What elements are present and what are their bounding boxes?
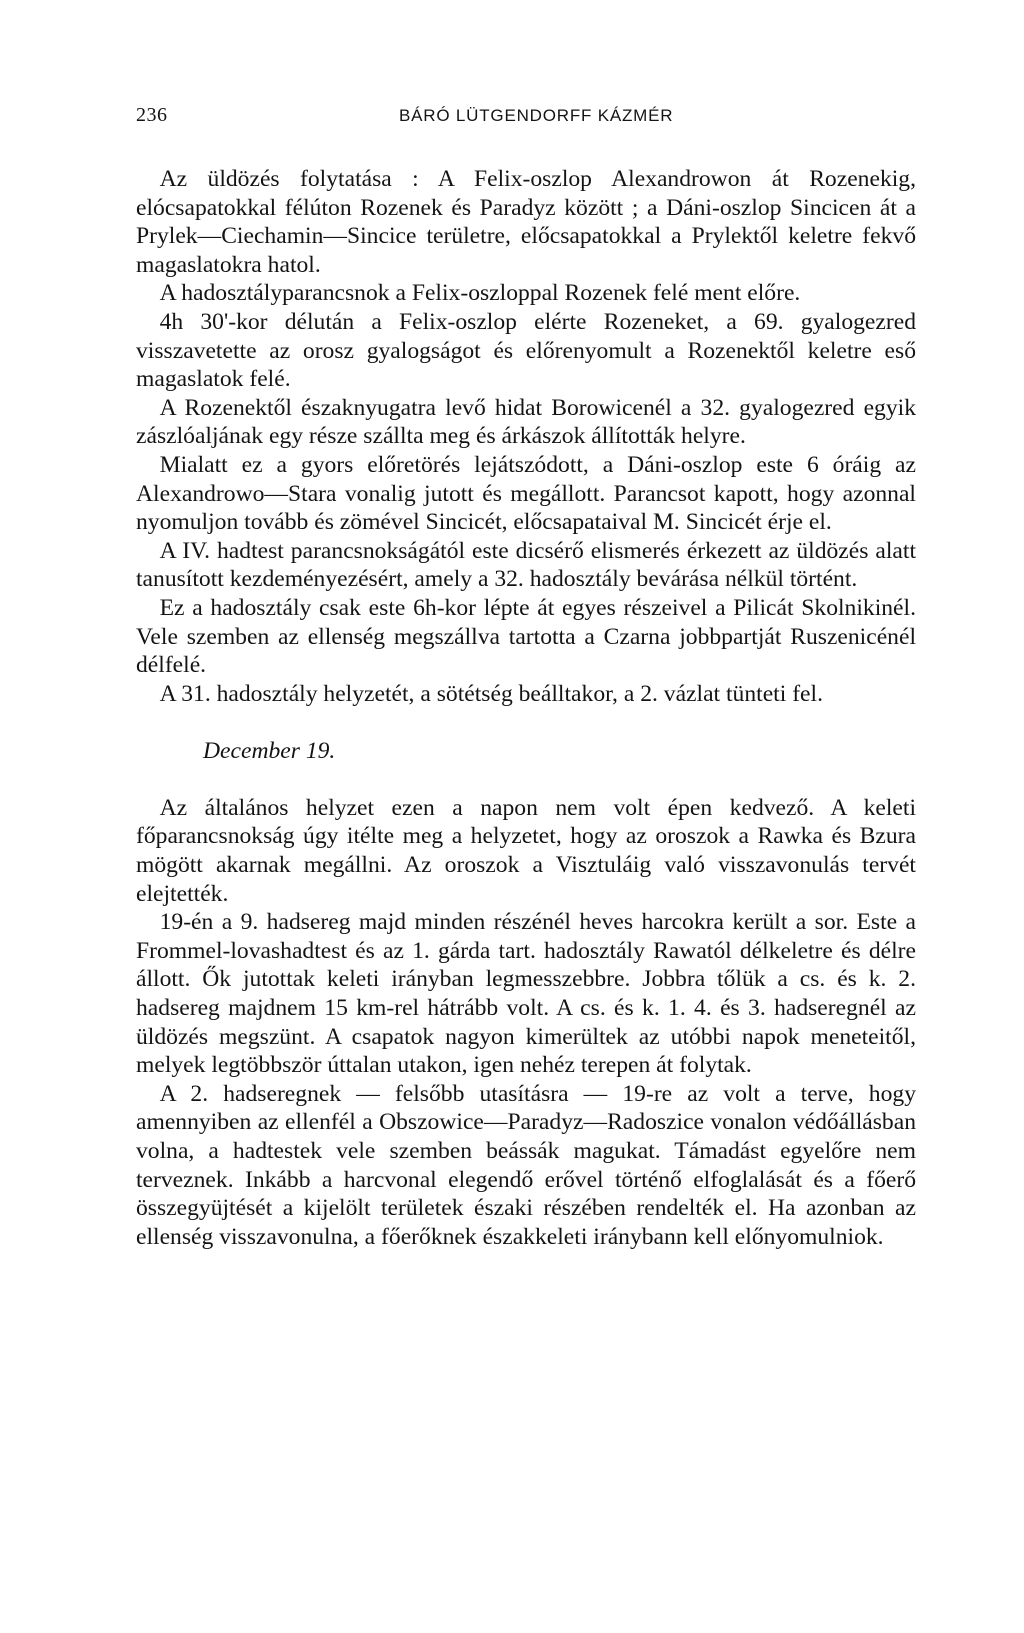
page-header — [136, 104, 916, 134]
paragraph-rozenek-reached: 4h 30'-kor délután a Felix-oszlop elérte Rozeneket, a 69. gyalogezred visszavetette az orosz gyalogságot és előrenyomult a Rozenektől keletre eső magaslatok felé. — [136, 308, 916, 393]
paragraph-corps-praise: A IV. hadtest parancsnokságától este dicsérő elismerés érkezett az üldözés alatt tanusított kezdeményezésért, amely a 32. hadosztály bevárása nélkül történt. — [136, 537, 916, 593]
paragraph-2nd-army: A 2. hadseregnek — felsőbb utasításra — 19-re az volt a terve, hogy amennyiben az ellenfél a Obszowice—Paradyz—Radoszice vonalon védőállásban volna, a hadtestek vele szemben beássák magukat. Támadást egyelőre nem terveznek. Inkább a harcvonal elegendő erővel történő elfoglalását és a főerő összegyüjtését a kijelölt területek északi részében rendelték el. Ha azonban az ellenség visszavonulna, a főerőknek északkeleti iránybann kell előnyomulniok. — [136, 1080, 916, 1250]
paragraph-general-situation: Az általános helyzet ezen a napon nem volt épen kedvező. A keleti főparancsnokság úgy itélte meg a helyzetet, hogy az oroszok a Rawka és Bzura mögött akarnak megállni. Az oroszok a Visztuláig való visszavonulás tervét elejtették. — [136, 794, 916, 907]
paragraph-bridge: A Rozenektől északnyugatra levő hidat Borowicenél a 32. gyalogezred egyik zászlóaljának egy része szállta meg és árkászok állították helyre. — [136, 394, 916, 450]
page-number: 236 — [136, 104, 168, 126]
running-head-title: BÁRÓ LÜTGENDORFF KÁZMÉR — [399, 106, 674, 125]
section-spacer — [136, 708, 916, 737]
section-heading-december-19: December 19. — [203, 738, 336, 765]
paragraph-division-commander: A hadosztályparancsnok a Felix-oszloppal Rozenek felé ment előre. — [136, 280, 801, 307]
paragraph-9th-army: 19-én a 9. hadsereg majd minden részénél heves harcokra került a sor. Este a Frommel-lovashadtest és az 1. gárda tart. hadosztály Rawatól délkeletre és délre állott. Ők jutottak keleti irányban legmesszebbre. Jobbra tőlük a cs. és k. 2. hadsereg majdnem 15 km-rel hátrább volt. A cs. és k. 1. 4. és 3. hadseregnél az üldözés megszünt. A csapatok nagyon kimerültek az utóbbi napok meneteitől, melyek legtöbbször úttalan utakon, igen nehéz terepen át folytak. — [136, 909, 916, 1079]
paragraph-32nd-division: Ez a hadosztály csak este 6h-kor lépte át egyes részeivel a Pilicát Skolnikinél. Vele szemben az ellenség megszállva tartotta a Czarna jobbpartját Ruszenicénél délfelé. — [136, 594, 916, 679]
paragraph-dani-column: Mialatt ez a gyors előretörés lejátszódott, a Dáni-oszlop este 6 óráig az Alexandrowo—Stara vonalig jutott és megállott. Parancsot kapott, hogy azonnal nyomuljon tovább és zömével Sincicét, előcsapataival M. Sincicét érje el. — [136, 451, 916, 536]
section-spacer — [136, 766, 916, 794]
paragraph-31st-division: A 31. hadosztály helyzetét, a sötétség beálltakor, a 2. vázlat tünteti fel. — [136, 680, 823, 707]
page-body — [136, 165, 916, 1251]
paragraph-pursuit: Az üldözés folytatása : A Felix-oszlop Alexandrowon át Rozenekig, elócsapatokkal félúton Rozenek és Paradyz között ; a Dáni-oszlop Sincicen át a Prylek—Ciechamin—Sincice területre, előcsapatokkal a Prylektől keletre fekvő magaslatokra hatol. — [136, 166, 916, 278]
